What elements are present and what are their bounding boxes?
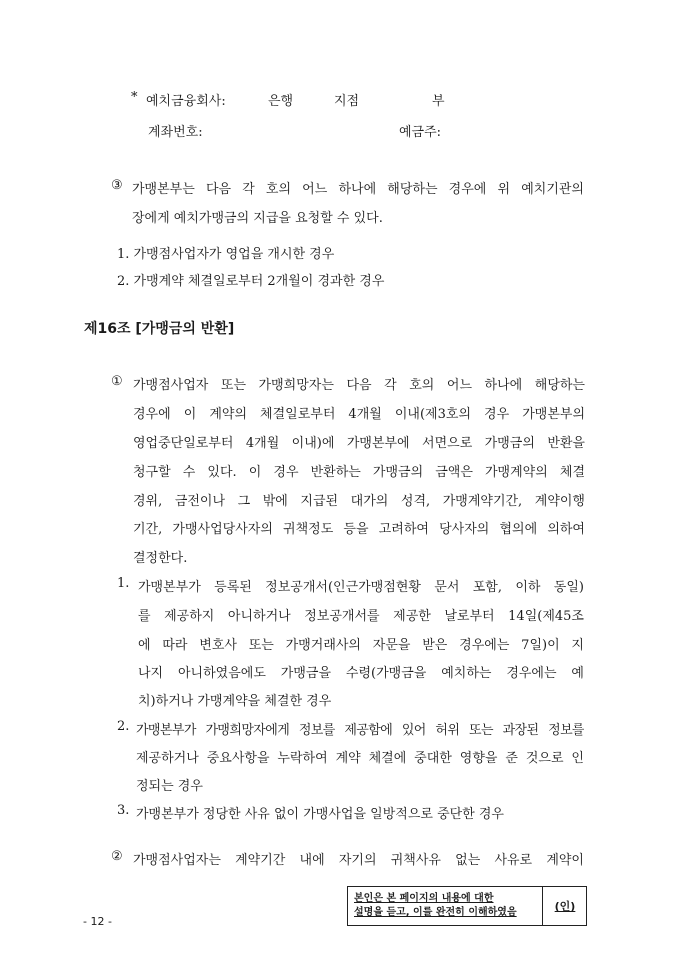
confirmation-line-2: 설명을 듣고, 이를 완전히 이해하였음 [354, 907, 517, 918]
item-1-line: 나지 아니하였음에도 가맹금을 수령(가맹금을 예치하는 경우에는 예 [138, 666, 584, 681]
item-1-line: 가맹본부가 등록된 정보공개서(인근가맹점현황 문서 포함, 이하 동일) [138, 580, 584, 595]
article-16-clause-2-marker: ② [111, 849, 123, 864]
item-2-line: 정되는 경우 [136, 779, 203, 794]
item-2-line: 제공하거나 중요사항을 누락하여 계약 체결에 중대한 영향을 준 것으로 인 [136, 751, 584, 766]
clause-1-line: 경위, 금전이나 그 밖에 지급된 대가의 성격, 가맹계약기간, 계약이행 [133, 494, 585, 509]
account-holder-label: 예금주: [399, 125, 442, 140]
item-1-line: 에 따라 변호사 또는 가맹거래사의 자문을 받은 경우에는 7일)이 지 [138, 638, 584, 653]
seal-mark: (인) [554, 900, 576, 913]
item-1-number: 1. [117, 576, 130, 591]
confirmation-box [347, 886, 587, 926]
bank-label: 은행 [268, 94, 294, 109]
clause-1-line: 기간, 가맹사업당사자의 귀책정도 등을 고려하여 당사자의 협의에 의하여 [133, 522, 585, 537]
item-3-number: 3. [117, 803, 130, 818]
clause-3-item-1: 1. 가맹점사업자가 영업을 개시한 경우 [117, 247, 335, 262]
article-16-clause-1-marker: ① [111, 374, 123, 389]
confirmation-text [348, 887, 543, 925]
item-3-text: 가맹본부가 정당한 사유 없이 가맹사업을 일방적으로 중단한 경우 [136, 807, 504, 822]
clause-3-item-2: 2. 가맹계약 체결일로부터 2개월이 경과한 경우 [117, 274, 385, 289]
confirmation-line-1: 본인은 본 페이지의 내용에 대한 [354, 893, 494, 904]
article-16-heading: 제16조 [가맹금의 반환] [84, 321, 235, 337]
account-number-label: 계좌번호: [148, 125, 203, 140]
branch-label: 지점 [334, 94, 360, 109]
account-star: * [131, 90, 138, 105]
clause-1-line: 결정한다. [133, 551, 188, 566]
clause-1-line: 영업중단일로부터 4개월 이내)에 가맹본부에 서면으로 가맹금의 반환을 [133, 436, 585, 451]
clause-2-line: 가맹점사업자는 계약기간 내에 자기의 귀책사유 없는 사유로 계약이 [133, 853, 584, 868]
clause-1-line: 가맹점사업자 또는 가맹희망자는 다음 각 호의 어느 하나에 해당하는 [133, 378, 585, 393]
item-1-line: 를 제공하지 아니하거나 정보공개서를 제공한 날로부터 14일(제45조 [138, 609, 584, 624]
clause-3-line-1: 가맹본부는 다음 각 호의 어느 하나에 해당하는 경우에 위 예치기관의 [132, 182, 584, 197]
clause-1-line: 경우에 이 계약의 체결일로부터 4개월 이내(제3호의 경우 가맹본부의 [133, 407, 585, 422]
clause-3-marker: ③ [111, 178, 123, 193]
item-1-line: 치)하거나 가맹계약을 체결한 경우 [138, 694, 332, 709]
dept-label: 부 [432, 94, 445, 109]
page-number: - 12 - [83, 915, 112, 928]
clause-1-line: 청구할 수 있다. 이 경우 반환하는 가맹금의 금액은 가맹계약의 체결 [133, 465, 585, 480]
item-2-line: 가맹본부가 가맹희망자에게 정보를 제공함에 있어 허위 또는 과장된 정보를 [136, 723, 584, 738]
clause-3-line-2: 장에게 예치가맹금의 지급을 요청할 수 있다. [132, 211, 383, 226]
item-2-number: 2. [117, 719, 130, 734]
bank-company-label: 예치금융회사: [146, 94, 226, 109]
